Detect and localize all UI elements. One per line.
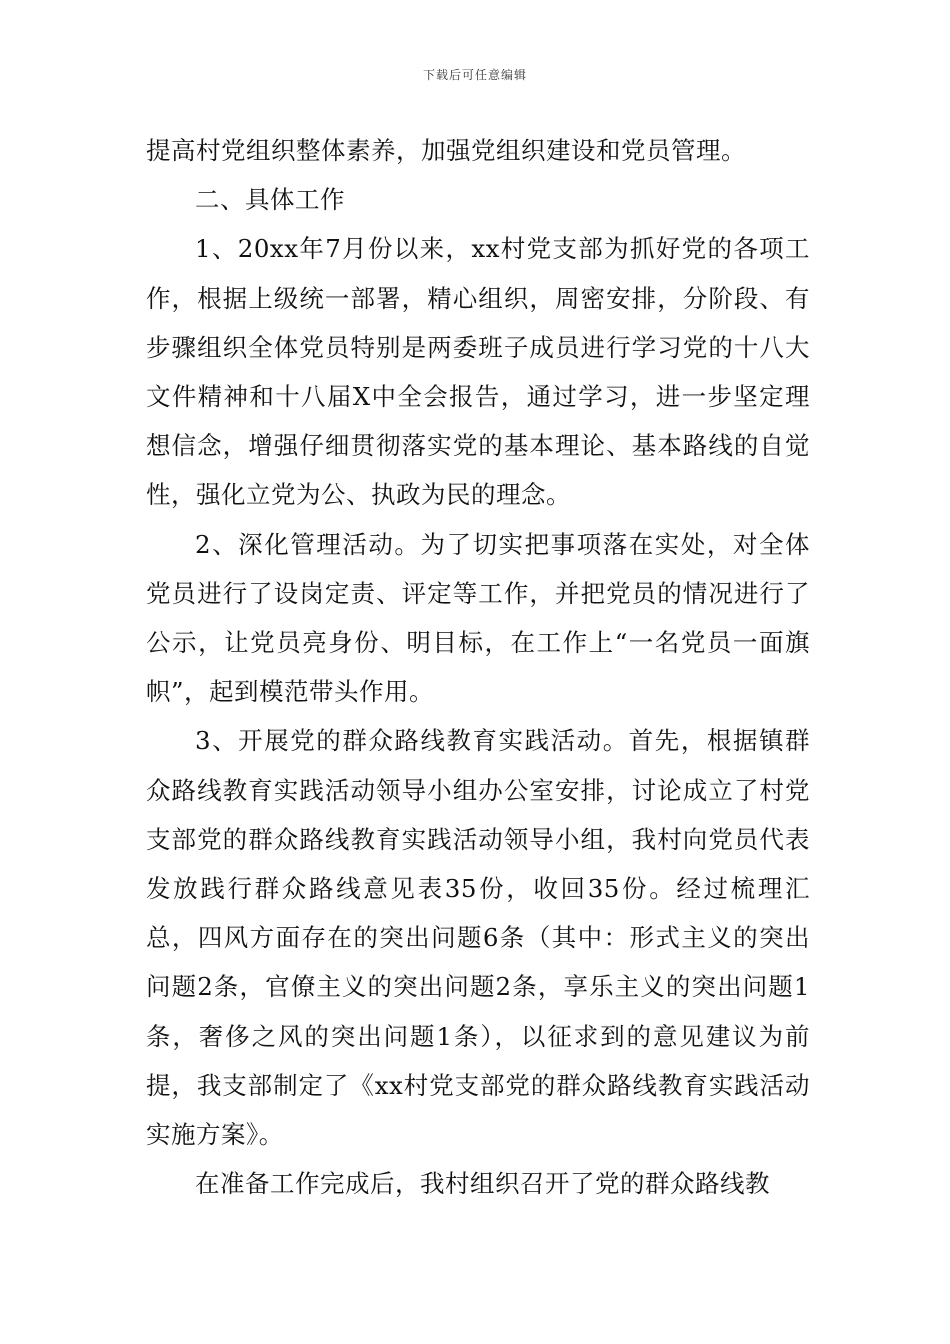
header-note: 下载后可任意编辑: [422, 68, 527, 82]
paragraph-continuation: 提高村党组织整体素养，加强党组织建设和党员管理。: [146, 136, 746, 165]
paragraph-item-1: 1、20xx年7月份以来，xx村党支部为抓好党的各项工作，根据上级统一部署，精心组织，周密安排，分阶段、有步骤组织全体党员特别是两委班子成员进行学习党的十八大文件精神和十八届X中全会报告，通过学习，进一步坚定理想信念，增强仔细贯彻落实党的基本理论、基本路线的自觉性，强化立党为公、执政为民的理念。: [146, 234, 810, 510]
paragraph-trailing: 在准备工作完成后，我村组织召开了党的群众路线教: [195, 1169, 770, 1199]
section-heading: 二、具体工作: [195, 185, 345, 215]
paragraph-item-2: 2、深化管理活动。为了切实把事项落在实处，对全体党员进行了设岗定责、评定等工作，并把党员的情况进行了公示，让党员亮身份、明目标，在工作上“一名党员一面旗帜”，起到模范带头作用。: [146, 529, 810, 707]
document-body: [146, 126, 810, 1208]
paragraph-item-3: 3、开展党的群众路线教育实践活动。首先，根据镇群众路线教育实践活动领导小组办公室安排，讨论成立了村党支部党的群众路线教育实践活动领导小组，我村向党员代表发放践行群众路线意见表35份，收回35份。经过梳理汇总，四风方面存在的突出问题6条（其中：形式主义的突出问题2条，官僚主义的突出问题2条，享乐主义的突出问题1条，奢侈之风的突出问题1条），以征求到的意见建议为前提，我支部制定了《xx村党支部党的群众路线教育实践活动实施方案》。: [146, 726, 810, 1150]
